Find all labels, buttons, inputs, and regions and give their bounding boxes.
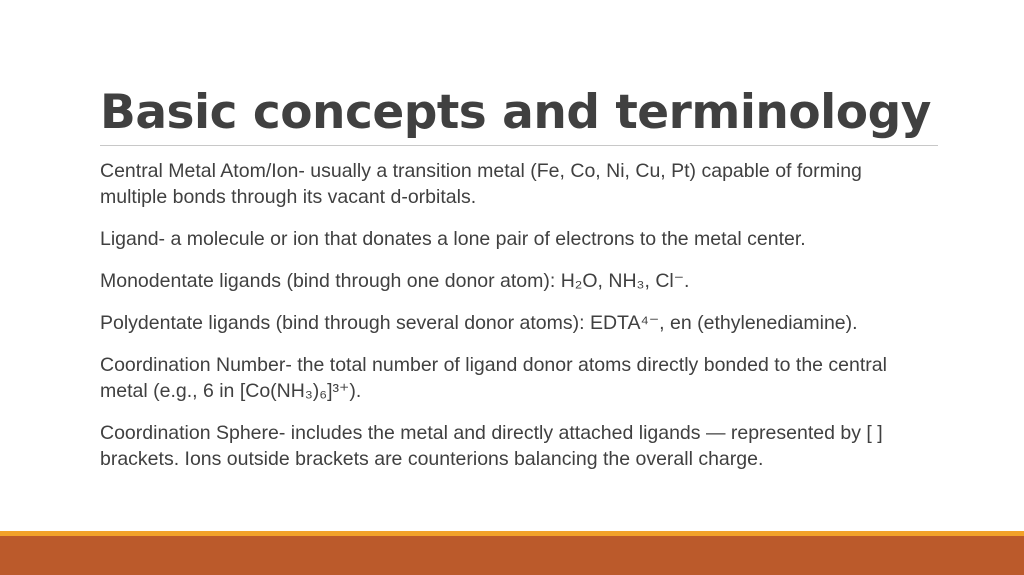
slide-title: Basic concepts and terminology (100, 85, 931, 140)
paragraph-ligand: Ligand- a molecule or ion that donates a lone pair of electrons to the metal center. (100, 228, 806, 250)
paragraph-monodentate: Monodentate ligands (bind through one donor atom): H₂O, NH₃, Cl⁻. (100, 270, 690, 292)
slide-body (100, 158, 930, 488)
paragraph-coordination-number: Coordination Number- the total number of ligand donor atoms directly bonded to the central metal (e.g., 6 in [Co(NH₃)₆]³⁺). (100, 354, 887, 402)
paragraph-central-metal: Central Metal Atom/Ion- usually a transition metal (Fe, Co, Ni, Cu, Pt) capable of forming multiple bonds through its vacant d-orbitals. (100, 160, 862, 208)
paragraph-coordination-sphere: Coordination Sphere- includes the metal and directly attached ligands — represented by [ ] brackets. Ions outside brackets are counterions balancing the overall charge. (100, 422, 883, 470)
title-divider (100, 145, 938, 146)
footer-band (0, 536, 1024, 575)
paragraph-polydentate: Polydentate ligands (bind through several donor atoms): EDTA⁴⁻, en (ethylenediamine). (100, 312, 858, 334)
